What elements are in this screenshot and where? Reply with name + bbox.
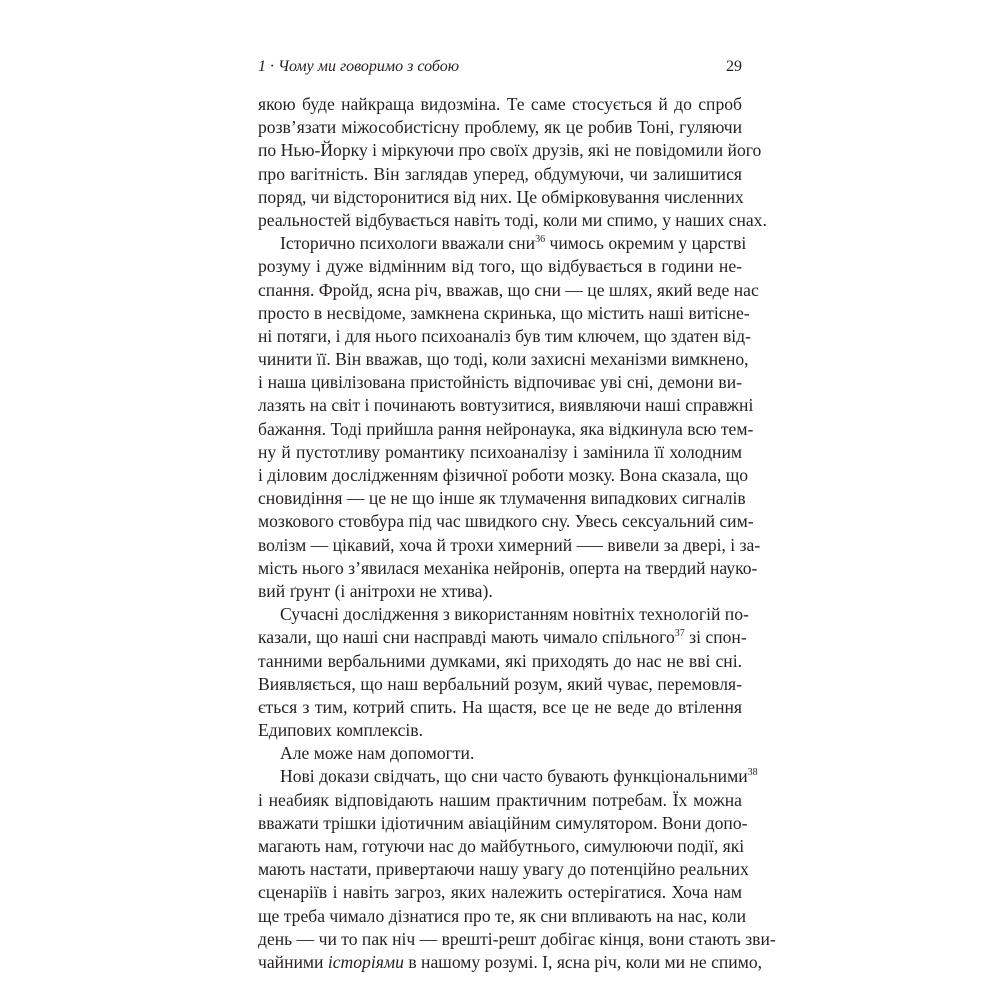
text-line: Але може нам допомогти. xyxy=(280,743,475,764)
text-line: Нові докази свідчать, що сни часто бувають функціональними$^{38}$ xyxy=(280,766,758,787)
page-number: 29 xyxy=(726,58,742,75)
text-line: танними вербальними думками, які приходять до нас не вві сні. xyxy=(258,650,742,671)
chapter-title: 1 · Чому ми говоримо з собою xyxy=(258,58,459,75)
footnote-ref[interactable]: 38 xyxy=(747,767,758,779)
text-line: ні потяги, і для нього психоаналіз був тим ключем, що здатен від- xyxy=(258,325,751,346)
footnote-ref[interactable]: 37 xyxy=(674,628,685,640)
text-line: мають настати, привертаючи нашу увагу до потенційно реальних xyxy=(258,859,749,880)
text-line: мість нього з’явилася механіка нейронів, оперта на твердий науко- xyxy=(258,557,758,578)
text-line: волізм — цікавий, хоча й трохи химерний —– вивели за двері, і за- xyxy=(258,534,761,555)
text-line: і наша цивілізована пристойність відпочиває уві сні, демони ви- xyxy=(258,372,742,393)
text-line: Виявляється, що наш вербальний розум, який чуває, перемовля- xyxy=(258,673,742,694)
text-line: спання. Фройд, ясна річ, вважав, що сни — це шлях, який веде нас xyxy=(258,279,759,300)
text-line: просто в несвідоме, замкнена скринька, що містить наші витісне- xyxy=(258,302,750,323)
text-line: розв’язати міжособистісну проблему, як це робив Тоні, гуляючи xyxy=(258,117,742,138)
text-line: ну й пустотливу романтику психоаналізу і замінила її холодним xyxy=(258,441,742,462)
running-head xyxy=(258,58,742,80)
text-line: день — чи то пак ніч — врешті-решт добігає кінця, вони стають зви- xyxy=(258,928,776,949)
text-line: казали, що наші сни насправді мають чимало спільного$^{37}$ зі спон- xyxy=(258,627,747,648)
text-line: реальностей відбувається навіть тоді, коли ми спимо, у наших снах. xyxy=(258,209,767,230)
text-line: і неабияк відповідають нашим практичним потребам. Їх можна xyxy=(258,789,742,810)
text-line: лазять на світ і починають вовтузитися, виявляючи наші справжні xyxy=(258,395,754,416)
text-line: чинити її. Він вважав, що тоді, коли захисні механізми вимкнено, xyxy=(258,349,749,370)
text-line: магають нам, готуючи нас до майбутнього, симулюючи події, які xyxy=(258,836,745,856)
text-line: ється з тим, котрий спить. На щастя, все це не веде до втілення xyxy=(258,696,742,717)
text-line: Едипових комплексів. xyxy=(258,720,424,741)
text-line: бажання. Тоді прийшла рання нейронаука, яка відкинула всю тем- xyxy=(258,418,754,439)
text-line: вважати трішки ідіотичним авіаційним симулятором. Вони допо- xyxy=(258,812,748,833)
text-line: поряд, чи відсторонитися від них. Це обмірковування численних xyxy=(258,186,744,207)
text-line: чайними історіями в нашому розумі. І, ясна річ, коли ми не спимо, xyxy=(258,951,763,972)
text-line: Історично психологи вважали сни$^{36}$ чимось окремим у царстві xyxy=(280,233,747,254)
text-line: сценаріїв і навіть загроз, яких належить остерігатися. Хоча нам xyxy=(258,882,742,903)
text-line: і діловим дослідженням фізичної роботи мозку. Вона сказала, що xyxy=(258,465,749,485)
text-line: Сучасні дослідження з використанням новітніх технологій по- xyxy=(280,604,749,625)
text-line: сновидіння — це не що інше як тлумачення випадкових сигналів xyxy=(258,488,746,509)
footnote-ref[interactable]: 36 xyxy=(535,234,546,246)
text-line: по Нью-Йорку і міркуючи про своїх друзів, які не повідомили його xyxy=(258,140,762,161)
emphasis: історіями xyxy=(327,951,404,972)
text-line: про вагітність. Він заглядав уперед, обдумуючи, чи залишитися xyxy=(258,163,742,184)
body-text xyxy=(258,93,776,974)
text-line: вий ґрунт (і анітрохи не хтива). xyxy=(258,580,493,601)
text-line: мозкового стовбура під час швидкого сну. Увесь сексуальний сим- xyxy=(258,511,754,532)
text-line: ще треба чимало дізнатися про те, як сни впливають на нас, коли xyxy=(258,905,747,926)
text-line: розуму і дуже відмінним від того, що відбувається в години не- xyxy=(258,256,742,277)
text-line: якою буде найкраща видозміна. Те саме стосується й до спроб xyxy=(258,94,742,114)
